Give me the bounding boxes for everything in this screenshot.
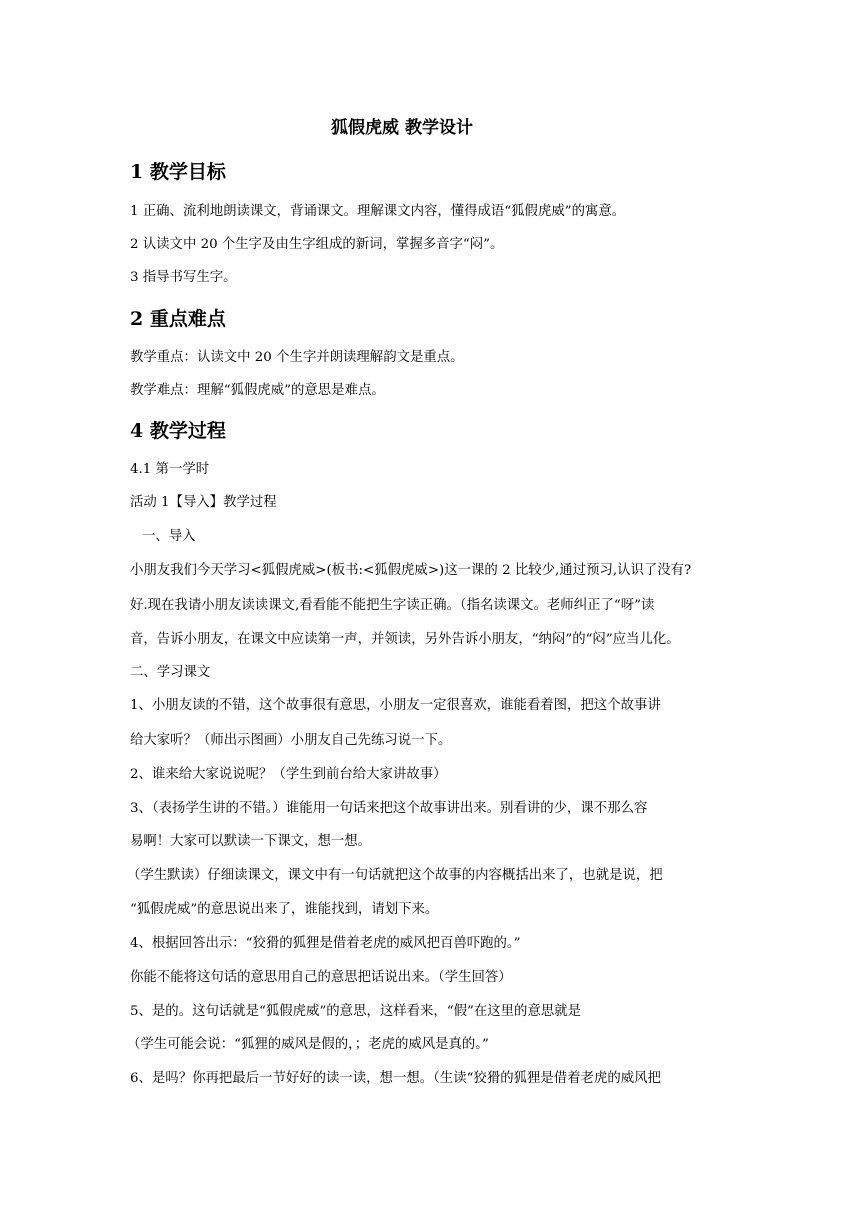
section-heading-objectives: 1 教学目标	[130, 161, 226, 183]
key-point-item-2: 教学难点：理解“狐假虎威”的意思是难点。	[130, 383, 385, 398]
paragraph-line: 6、是吗？你再把最后一节好好的读一读，想一想。（生读“狡猾的狐狸是借着老虎的威风把	[130, 1071, 661, 1086]
paragraph-line: 好.现在我请小朋友读读课文,看看能不能把生字读正确。（指名读课文。老师纠正了“呀”读	[130, 598, 655, 613]
paragraph-line: 2、谁来给大家说说呢？（学生到前台给大家讲故事）	[130, 767, 447, 782]
paragraph-line: “狐假虎威”的意思说出来了，谁能找到，请划下来。	[130, 902, 439, 917]
paragraph-line: 音，告诉小朋友，在课文中应读第一声，并领读，另外告诉小朋友，“纳闷”的“闷”应当儿化。	[130, 632, 680, 647]
objective-item-2: 2 认读文中 20 个生字及由生字组成的新词，掌握多音字“闷”。	[130, 237, 504, 252]
paragraph-line: 3、（表扬学生讲的不错。）谁能用一句话来把这个故事讲出来。别看讲的少，课不那么容	[130, 801, 648, 816]
section-heading-process: 4 教学过程	[130, 420, 226, 442]
paragraph-line: 4、根据回答出示：“狡猾的狐狸是借着老虎的威风把百兽吓跑的。”	[130, 936, 521, 951]
paragraph-line: 你能不能将这句话的意思用自己的意思把话说出来。（学生回答）	[130, 970, 512, 985]
paragraph-line: 易啊！大家可以默读一下课文，想一想。	[130, 834, 372, 849]
paragraph-line: （学生默读）仔细读课文，课文中有一句话就把这个故事的内容概括出来了，也就是说，把	[127, 868, 663, 883]
paragraph-line: 1、小朋友读的不错，这个故事很有意思，小朋友一定很喜欢，谁能看着图，把这个故事讲	[130, 698, 661, 713]
key-point-item-1: 教学重点：认读文中 20 个生字并朗读理解韵文是重点。	[130, 350, 464, 365]
objective-item-1: 1 正确、流利地朗读课文，背诵课文。理解课文内容，懂得成语“狐假虎威”的寓意。	[130, 204, 626, 219]
process-activity-line: 活动 1【导入】教学过程	[130, 495, 277, 510]
process-step-intro: 一、导入	[142, 529, 196, 544]
process-subheading: 4.1 第一学时	[130, 462, 210, 477]
paragraph-line: 小朋友我们今天学习<狐假虎威>(板书:<狐假虎威>)这一课的 2 比较少,通过预习,认识了没有?	[130, 563, 692, 578]
paragraph-line: 5、是的。这句话就是“狐假虎威”的意思，这样看来，“假”在这里的意思就是	[130, 1004, 582, 1019]
process-step-learn: 二、学习课文	[130, 665, 211, 680]
section-heading-key-points: 2 重点难点	[130, 308, 226, 330]
objective-item-3: 3 指导书写生字。	[130, 270, 237, 285]
paragraph-line: （学生可能会说：“狐狸的威风是假的，；老虎的威风是真的。”	[127, 1037, 489, 1052]
document-title: 狐假虎威 教学设计	[331, 118, 473, 138]
paragraph-line: 给大家听？（师出示图画）小朋友自己先练习说一下。	[130, 733, 452, 748]
